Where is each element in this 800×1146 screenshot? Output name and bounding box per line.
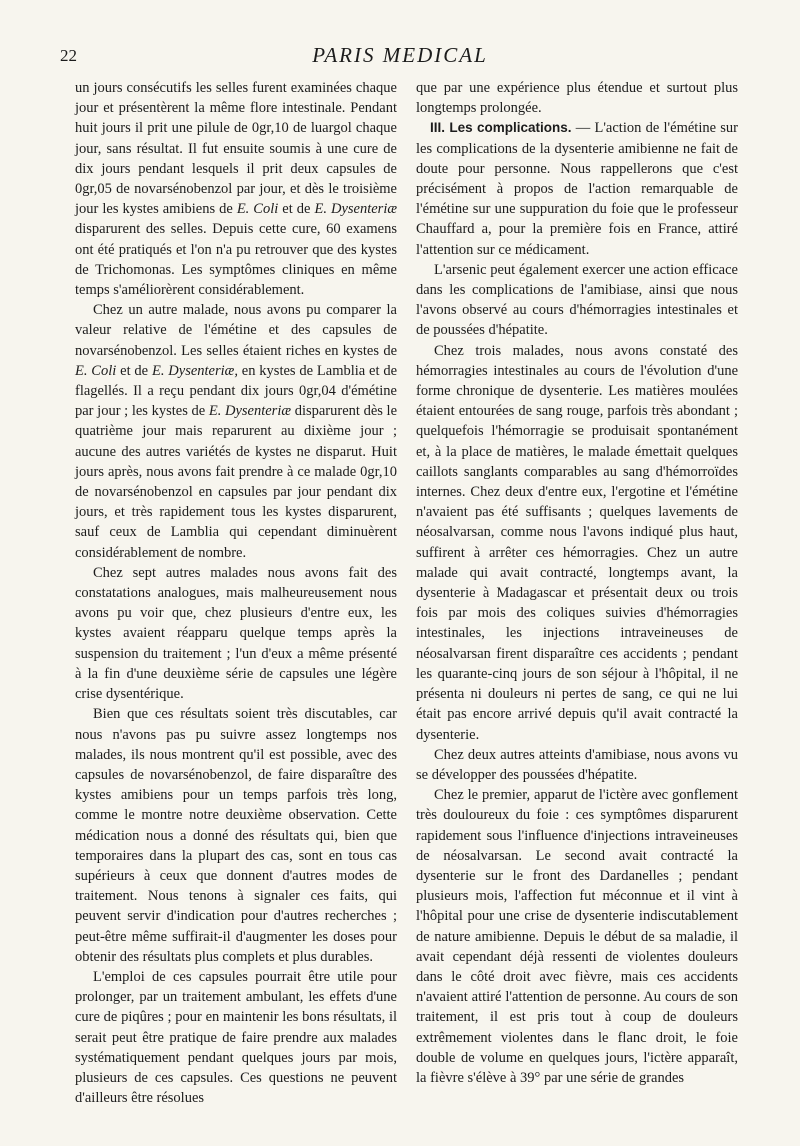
paragraph: un jours consécutifs les selles furent examinées chaque jour et présentèrent la même flore intestinale. Pendant huit jours il prit une pilule de 0gr,10 de luargol chaque jour, sans résultat. Il fut ensuite soumis à une cure de dix jours pendant lesquels il prit deux capsules de 0gr,05 de novarsénobenzol par jour, et dès le troisième jour les kystes amibiens de E. Coli et de E. Dysenteriæ disparurent des selles. Depuis cette cure, 60 examens ont été pratiqués et l'on n'a pu retrouver que des kystes de Trichomonas. Les symptômes cliniques en même temps s'améliorèrent considérablement. [75, 80, 398, 299]
paragraph: L'emploi de ces capsules pourrait être utile pour prolonger, par un traitement ambulant, les effets d'une cure de piqûres ; pour en maintenir les bons résultats, il serait peut être pratique de faire prendre aux malades systématiquement pendant quelques jours par mois, plusieurs de ces capsules. Ces questions ne peuvent d'ailleurs être résolues [75, 968, 397, 1107]
paragraph: III. Les complications. — L'action de l'émétine sur les complications de la dysenterie amibienne ne fait de doute pour personne. Nous rappellerons que c'est précisément à propos de l'action remarquable de l'émétine sur une suppuration du foie que le professeur Chauffard a, pour la première fois en France, attiré l'attention sur ce médicament. [416, 120, 738, 258]
paragraph: Chez trois malades, nous avons constaté des hémorragies intestinales au cours de l'évolution d'une forme chronique de dysenterie. Les matières moulées étaient entourées de sang rouge, parfois très abondant ; quelquefois l'hémorragie se produisait spontanément et, à la place de matières, le malade émettait quelques caillots sanglants comparables au sang d'hémorroïdes internes. Chez deux d'entre eux, l'ergotine et l'émétine n'avaient pas été suffisants ; quelques lavements de néosalvarsan, comme nous l'avons indiqué plus haut, suffirent à arrêter ces hémorragies. Chez un autre malade qui avait contracté, longtemps avant, la dysenterie à Madagascar et présentait deux ou trois fois par mois des coliques suivies d'hémorragies intestinales, les injections intraveineuses de néosalvarsan firent disparaître ces accidents ; pendant les quarante-cinq jours de son séjour à l'hôpital, il ne présenta ni douleurs ni pertes de sang, ce qui ne lui était pas encore arrivé depuis qu'il avait contracté la dysenterie. [416, 342, 738, 743]
paragraph: Chez deux autres atteints d'amibiase, nous avons vu se développer des poussées d'hépatite. [416, 746, 738, 783]
right-column [416, 78, 738, 1088]
paragraph: Chez un autre malade, nous avons pu comparer la valeur relative de l'émétine et des capsules de novarsénobenzol. Les selles étaient riches en kystes de E. Coli et de E. Dysenteriæ, en kystes de Lamblia et de flagellés. Il a reçu pendant dix jours 0gr,04 d'émétine par jour ; les kystes de E. Dysenteriæ disparurent dès le quatrième jour mais reparurent au dixième jour ; aucune des autres variétés de kystes ne disparut. Huit jours après, nous avons fait prendre à ce malade 0gr,10 de novarsénobenzol en capsules par jour pendant dix jours, et très rapidement tous les kystes disparurent, sauf ceux de Lamblia qui cependant diminuèrent considérablement de nombre. [75, 302, 398, 561]
section-heading: III. Les complications. [430, 120, 572, 136]
paragraph: Bien que ces résultats soient très discutables, car nous n'avons pas pu suivre assez longtemps nos malades, ils nous montrent qu'il est possible, avec des capsules de novarsénobenzol, de faire disparaître des kystes amibiens pour un temps parfois très long, comme le montre notre deuxième observation. Cette médication nous a donné des résultats qui, bien que temporaires dans la plupart des cas, sont en tous cas supérieurs à ceux que donnent d'autres modes de traitement. Nous tenons à signaler ces faits, qui peuvent servir d'indication pour d'autres recherches ; peut-être même suffirait-il d'augmenter les doses pour obtenir des résultats plus complets et plus durables. [75, 706, 397, 965]
left-column [75, 78, 397, 1108]
paragraph: Chez le premier, apparut de l'ictère avec gonflement très douloureux du foie : ces symptômes disparurent rapidement sous l'influence d'injections intraveineuses de néosalvarsan. Le second avait contracté la dysenterie sur le front des Dardanelles ; pendant plusieurs mois, l'affection fut méconnue et il vint à l'hôpital pour une crise de dysenterie indiscutablement de nature amibienne. Depuis le début de sa maladie, il avait cependant déjà ressenti de violentes douleurs dans le côté droit avec fièvre, mais ces accidents n'avaient attiré l'attention de personne. Au cours de son traitement, il est pris tout à coup de douleurs extrêmement violentes dans le flanc droit, le foie double de volume en quelques jours, l'ictère apparaît, la fièvre s'élève à 39° par une série de grandes [416, 787, 738, 1086]
paragraph: L'arsenic peut également exercer une action efficace dans les complications de l'amibiase, ainsi que nous l'avons observé au cours d'hémorragies intestinales et de poussées d'hépatite. [416, 261, 738, 339]
journal-title: PARIS MEDICAL [312, 43, 488, 67]
page-header [60, 40, 740, 70]
paragraph: que par une expérience plus étendue et surtout plus longtemps prolongée. [416, 80, 738, 117]
page-number: 22 [60, 46, 77, 65]
paragraph: Chez sept autres malades nous avons fait des constatations analogues, mais malheureusement nous avons pu voir que, chez plusieurs d'entre eux, les kystes avaient réapparu quelque temps après la suspension du traitement ; l'un d'eux a même présenté à la fin d'une deuxième série de capsules une légère crise dysentérique. [75, 564, 397, 703]
